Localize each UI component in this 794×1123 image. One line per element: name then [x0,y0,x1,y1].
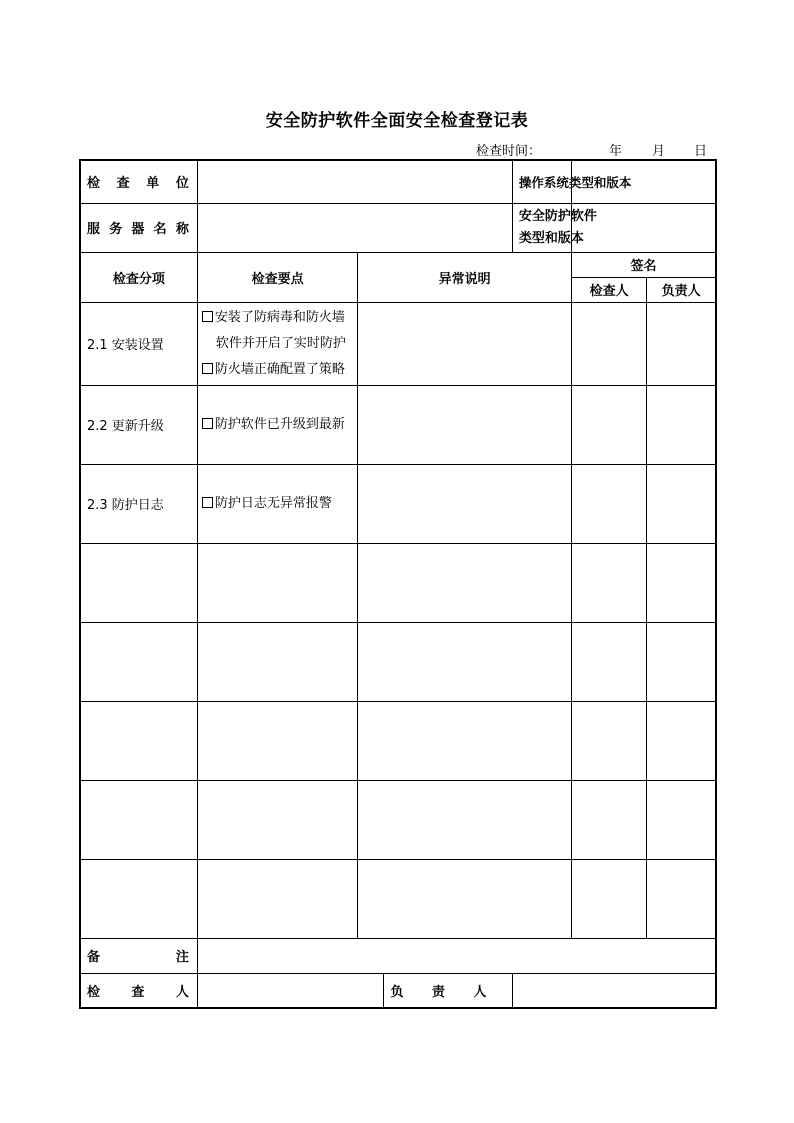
responsible-signature-field[interactable] [647,859,716,938]
footer-responsible-label: 负 责 人 [390,984,487,1000]
item-category: 2.2 更新升级 [80,385,197,464]
points-field[interactable] [197,701,358,780]
checklist-item-continuation: 软件并开启了实时防护 [215,335,346,351]
date-label: 检查时间： [476,144,542,159]
checklist-item[interactable]: 防护日志无异常报警 [202,491,356,517]
inspector-signature-field[interactable] [572,622,647,701]
exception-field[interactable] [358,780,572,859]
unit-label-cell [80,160,197,203]
responsible-signature-field[interactable] [647,385,716,464]
date-month: 月 [652,144,666,159]
info-row-unit [80,160,716,203]
table-row [80,464,716,543]
footer-inspector-label-cell [80,973,197,1008]
inspector-signature-field[interactable] [572,859,647,938]
col-inspector-header: 检查人 [572,277,647,302]
responsible-signature-field[interactable] [647,302,716,385]
remarks-label: 备 注 [87,950,189,965]
item-points [197,464,358,543]
category-field[interactable] [80,780,197,859]
checkbox-icon[interactable] [202,418,213,429]
remarks-field[interactable] [197,938,716,973]
inspector-signature-field[interactable] [572,780,647,859]
exception-field[interactable] [358,622,572,701]
form-title: 安全防护软件全面安全检查登记表 [265,111,529,131]
item-points [197,385,358,464]
item-category: 2.1 安装设置 [80,302,197,385]
col-points-header: 检查要点 [197,252,358,302]
checklist-item[interactable]: 防护软件已升级到最新 [202,412,356,438]
item-points [197,302,358,385]
table-row-empty [80,543,716,622]
inspector-signature-field[interactable] [572,701,647,780]
inspection-date-line [0,140,794,158]
col-responsible-header: 负责人 [647,277,716,302]
inspector-signature-field[interactable] [572,543,647,622]
category-field[interactable] [80,701,197,780]
software-label: 安 全 防 护 软 件 类 型 和 版 本 [518,208,597,246]
server-label: 服 务 器 名 称 [87,222,189,237]
date-day: 日 [694,144,708,159]
checkbox-icon[interactable] [202,311,213,322]
col-signature-header: 签名 [572,252,716,277]
table-row [80,385,716,464]
table-row-empty [80,780,716,859]
points-field[interactable] [197,543,358,622]
table-row [80,302,716,385]
exception-field[interactable] [358,464,572,543]
inspector-signature-field[interactable] [572,385,647,464]
server-value-field[interactable] [197,203,512,252]
os-label: 操作系统类型和版本 [512,160,571,203]
exception-field[interactable] [358,302,572,385]
exception-field[interactable] [358,701,572,780]
category-field[interactable] [80,859,197,938]
table-row-empty [80,622,716,701]
responsible-signature-field[interactable] [647,464,716,543]
points-field[interactable] [197,622,358,701]
inspection-form-table [79,159,717,1009]
footer-responsible-field[interactable] [512,973,716,1008]
unit-label: 检 查 单 位 [87,176,189,192]
exception-field[interactable] [358,859,572,938]
exception-field[interactable] [358,543,572,622]
footer-signature-row [80,973,716,1008]
points-field[interactable] [197,780,358,859]
table-row-empty [80,701,716,780]
software-label-cell [512,203,597,252]
category-field[interactable] [80,543,197,622]
checklist-item[interactable]: 防火墙正确配置了策略 [202,357,356,383]
inspector-signature-field[interactable] [572,464,647,543]
footer-responsible-label-cell [384,973,512,1008]
remarks-label-cell [80,938,197,973]
col-category-header: 检查分项 [80,252,197,302]
responsible-signature-field[interactable] [647,780,716,859]
responsible-signature-field[interactable] [647,622,716,701]
inspector-signature-field[interactable] [572,302,647,385]
checkbox-icon[interactable] [202,497,213,508]
exception-field[interactable] [358,385,572,464]
server-label-cell [80,203,197,252]
responsible-signature-field[interactable] [647,543,716,622]
responsible-signature-field[interactable] [647,701,716,780]
column-header-row [80,252,716,277]
item-category: 2.3 防护日志 [80,464,197,543]
footer-inspector-field[interactable] [197,973,384,1008]
points-field[interactable] [197,859,358,938]
checklist-item[interactable]: 安装了防病毒和防火墙 [202,305,356,331]
category-field[interactable] [80,622,197,701]
table-row-empty [80,859,716,938]
col-exception-header: 异常说明 [358,252,572,302]
footer-inspector-label: 检 查 人 [87,984,189,1000]
unit-value-field[interactable] [197,160,512,203]
remarks-row [80,938,716,973]
info-row-server [80,203,716,252]
checkbox-icon[interactable] [202,363,213,374]
date-year: 年 [609,144,623,159]
